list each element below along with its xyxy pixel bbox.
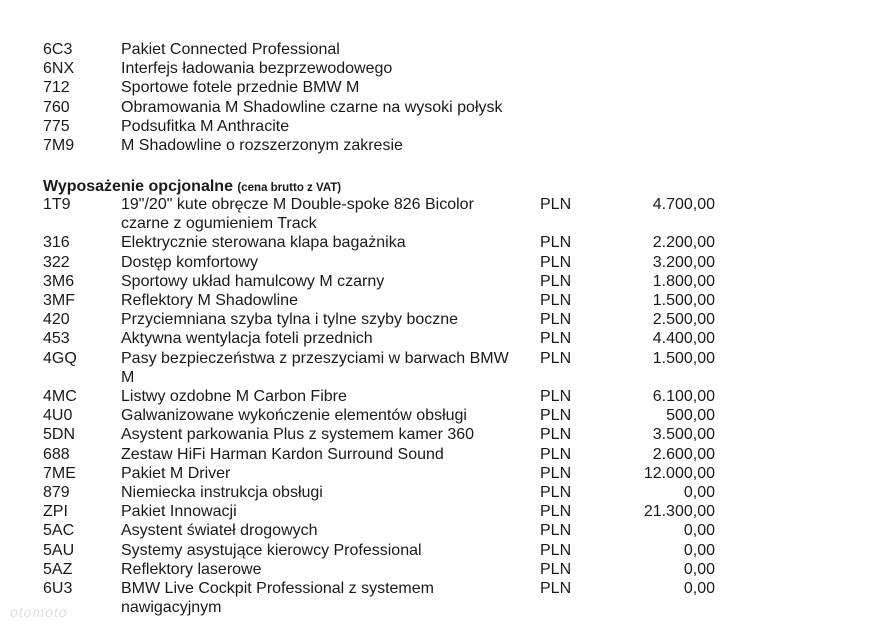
optional-item-row xyxy=(0,233,876,252)
item-currency: PLN xyxy=(540,407,572,425)
item-code: 3MF xyxy=(43,292,75,309)
standard-item-row xyxy=(0,59,876,78)
item-currency: PLN xyxy=(540,503,572,521)
item-code: 688 xyxy=(43,445,70,463)
item-code: 5AU xyxy=(43,541,75,559)
item-code: 4U0 xyxy=(43,407,73,425)
item-price: 2.600,00 xyxy=(652,445,715,463)
item-currency: PLN xyxy=(540,445,572,463)
item-code: 5DN xyxy=(43,426,76,444)
item-price: 0,00 xyxy=(683,522,715,540)
item-currency: PLN xyxy=(540,349,572,367)
item-code: 760 xyxy=(43,98,70,116)
standard-item-row xyxy=(0,136,876,155)
optional-item-row xyxy=(0,541,876,560)
optional-item-row xyxy=(0,349,876,387)
optional-item-row xyxy=(0,387,876,406)
item-code: 5AC xyxy=(43,522,75,540)
item-currency: PLN xyxy=(540,311,572,329)
item-currency: PLN xyxy=(540,484,572,501)
item-description: Pasy bezpieczeństwa z przeszyciami w barwach BMW M xyxy=(121,349,509,386)
item-description: M Shadowline o rozszerzonym zakresie xyxy=(121,137,403,154)
item-currency: PLN xyxy=(540,272,572,290)
item-code: 5AZ xyxy=(43,560,73,578)
optional-item-row xyxy=(0,560,876,579)
item-code: 453 xyxy=(43,330,70,348)
item-price: 0,00 xyxy=(683,580,715,597)
item-price: 1.500,00 xyxy=(652,292,715,309)
item-code: 316 xyxy=(43,234,70,252)
optional-item-row xyxy=(0,272,876,291)
standard-item-row xyxy=(0,78,876,97)
item-price: 12.000,00 xyxy=(643,464,715,482)
standard-item-row xyxy=(0,98,876,117)
item-price: 1.800,00 xyxy=(652,272,715,290)
item-currency: PLN xyxy=(540,580,572,597)
item-code: 4GQ xyxy=(43,349,77,367)
optional-item-row xyxy=(0,464,876,483)
item-description: Systemy asystujące kierowcy Professional xyxy=(121,541,422,559)
item-currency: PLN xyxy=(540,426,572,444)
optional-item-row xyxy=(0,329,876,348)
item-code: 420 xyxy=(43,311,70,329)
item-currency: PLN xyxy=(540,522,572,540)
section-note: (cena brutto z VAT) xyxy=(237,182,342,194)
item-description: Listwy ozdobne M Carbon Fibre xyxy=(121,388,347,405)
item-price: 1.500,00 xyxy=(652,349,715,367)
optional-item-row xyxy=(0,195,876,233)
item-description: Zestaw HiFi Harman Kardon Surround Sound xyxy=(121,445,444,463)
item-code: 322 xyxy=(43,253,70,271)
item-description: Asystent świateł drogowych xyxy=(121,522,318,540)
item-description: Pakiet Connected Professional xyxy=(121,41,340,58)
optional-item-row xyxy=(0,406,876,425)
item-price: 6.100,00 xyxy=(652,388,715,405)
item-price: 0,00 xyxy=(683,484,715,501)
item-currency: PLN xyxy=(540,292,572,309)
item-description: Reflektory M Shadowline xyxy=(121,292,298,309)
optional-item-row xyxy=(0,579,876,617)
item-code: 7ME xyxy=(43,464,76,482)
item-price: 0,00 xyxy=(683,541,715,559)
item-currency: PLN xyxy=(540,234,572,252)
item-description: Obramowania M Shadowline czarne na wysoki połysk xyxy=(121,98,503,116)
item-description: Elektrycznie sterowana klapa bagażnika xyxy=(121,234,406,252)
item-price: 4.400,00 xyxy=(652,330,715,348)
item-code: 1T9 xyxy=(43,196,71,213)
standard-item-row xyxy=(0,40,876,59)
item-description: Sportowy układ hamulcowy M czarny xyxy=(121,272,385,290)
item-currency: PLN xyxy=(540,330,572,348)
item-price: 3.500,00 xyxy=(652,426,715,444)
item-description: Dostęp komfortowy xyxy=(121,253,258,271)
item-description: Podsufitka M Anthracite xyxy=(121,117,290,135)
item-code: 7M9 xyxy=(43,137,75,154)
optional-item-row xyxy=(0,502,876,521)
item-description: Aktywna wentylacja foteli przednich xyxy=(121,330,373,348)
item-code: 3M6 xyxy=(43,272,75,290)
item-currency: PLN xyxy=(540,388,572,405)
item-currency: PLN xyxy=(540,253,572,271)
item-currency: PLN xyxy=(540,464,572,482)
item-description: Interfejs ładowania bezprzewodowego xyxy=(121,60,393,78)
item-price: 2.200,00 xyxy=(652,234,715,252)
optional-item-row xyxy=(0,310,876,329)
item-code: 879 xyxy=(43,484,70,501)
optional-item-row xyxy=(0,425,876,444)
optional-item-row xyxy=(0,291,876,310)
item-description: Przyciemniana szyba tylna i tylne szyby boczne xyxy=(121,311,459,329)
item-description: Pakiet Innowacji xyxy=(121,503,237,521)
item-description: 19"/20" kute obręcze M Double-spoke 826 Bicolor czarne z ogumieniem Track xyxy=(121,196,474,233)
item-description: Asystent parkowania Plus z systemem kamer 360 xyxy=(121,426,475,444)
item-code: 6U3 xyxy=(43,580,73,597)
item-currency: PLN xyxy=(540,196,572,213)
item-currency: PLN xyxy=(540,560,572,578)
item-description: Sportowe fotele przednie BMW M xyxy=(121,79,360,97)
item-description: Galwanizowane wykończenie elementów obsługi xyxy=(121,407,467,425)
item-price: 0,00 xyxy=(683,560,715,578)
item-description: BMW Live Cockpit Professional z systemem nawigacyjnym xyxy=(121,580,434,617)
item-price: 500,00 xyxy=(666,407,715,425)
item-code: 6C3 xyxy=(43,41,73,58)
item-code: ZPI xyxy=(43,503,68,521)
item-currency: PLN xyxy=(540,541,572,559)
item-price: 21.300,00 xyxy=(643,503,715,521)
item-price: 3.200,00 xyxy=(652,253,715,271)
item-code: 775 xyxy=(43,117,70,135)
item-code: 712 xyxy=(43,79,70,97)
optional-item-row xyxy=(0,483,876,502)
item-price: 2.500,00 xyxy=(652,311,715,329)
optional-item-row xyxy=(0,445,876,464)
optional-item-row xyxy=(0,253,876,272)
item-description: Reflektory laserowe xyxy=(121,560,262,578)
item-description: Niemiecka instrukcja obsługi xyxy=(121,484,323,501)
item-description: Pakiet M Driver xyxy=(121,464,231,482)
standard-item-row xyxy=(0,117,876,136)
item-price: 4.700,00 xyxy=(652,196,715,213)
item-code: 4MC xyxy=(43,388,77,405)
section-title: Wyposażenie opcjonalne xyxy=(43,178,233,195)
watermark-text: otomoto xyxy=(10,604,68,620)
item-code: 6NX xyxy=(43,60,75,78)
optional-item-row xyxy=(0,521,876,540)
